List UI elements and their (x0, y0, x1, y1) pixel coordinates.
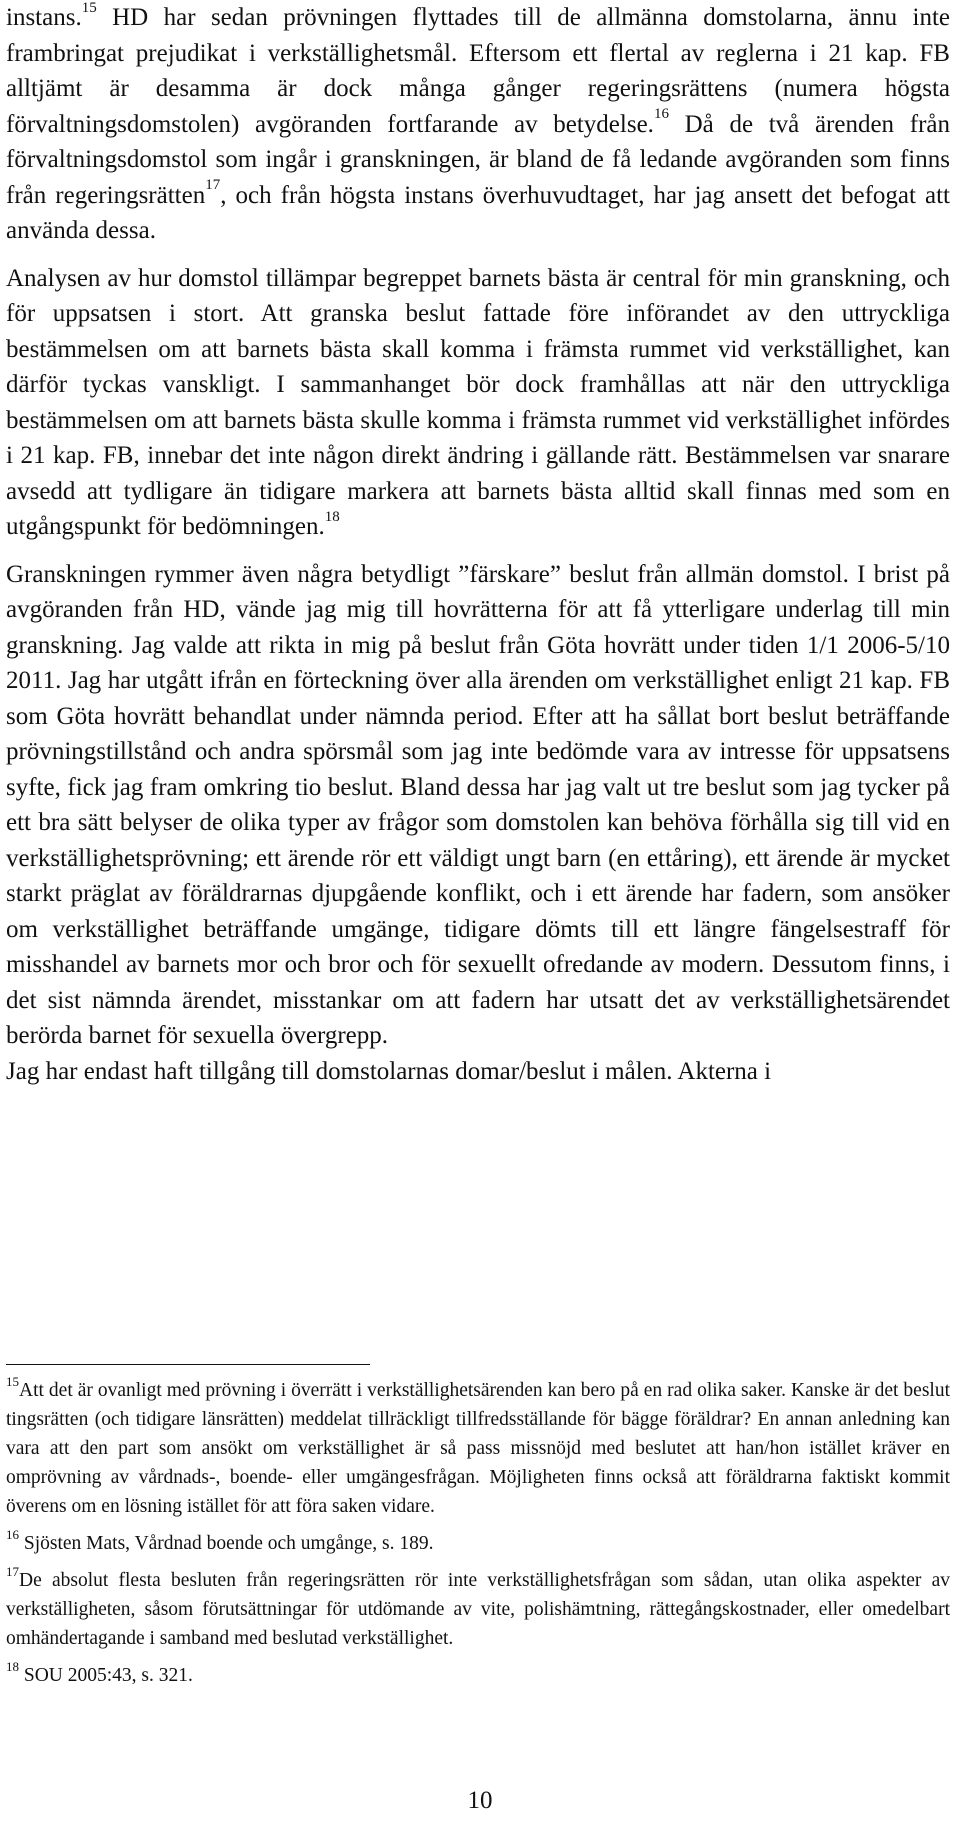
paragraph-1-text-b: HD har sedan prövningen flyttades till de allmänna domstolarna, ännu inte frambringat prejudikat i verkställighetsmål. Eftersom ett flertal av reglerna i 21 kap. FB alltjämt är desamma är dock många gånger regeringsrättens (numera högsta förvaltningsdomstolen) avgöranden fortfarande av betydelse. (6, 4, 950, 138)
body-text (6, 0, 950, 1089)
footnote-text: Att det är ovanligt med prövning i överrätt i verkställighetsärenden kan bero på en rad olika saker. Kanske är det beslut tingsrätten (och tidigare länsrätten) meddelat tillräckligt tillfredsställande för bägge föräldrar? En annan anledning kan vara att den part som ansökt om verkställighet är så pass missnöjd med beslutet att han/hon istället kräver en omprövning av vårdnads-, boende- eller umgängesfrågan. Möjligheten finns också att föräldrarna faktiskt kommit överens om en lösning istället för att föra saken vidare. (6, 1380, 950, 1517)
paragraph-2-text: Analysen av hur domstol tillämpar begreppet barnets bästa är central för min granskning, och för uppsatsen i stort. Att granska beslut fattade före införandet av den uttryckliga bestämmelsen om att barnets bästa skall komma i främsta rummet vid verkställighet, kan därför tyckas vanskligt. I sammanhanget bör dock framhållas att när den uttryckliga bestämmelsen om att barnets bästa skulle komma i främsta rummet vid verkställighet infördes i 21 kap. FB, innebar det inte någon direkt ändring i gällande rätt. Bestämmelsen var snarare avsedd att tydligare än tidigare markera att barnets bästa alltid skall finnas med som en utgångspunkt för bedömningen. (6, 264, 950, 540)
footnote-18 (6, 1658, 950, 1690)
footnote-text: De absolut flesta besluten från regeringsrätten rör inte verkställighetsfrågan som sådan, utan olika aspekter av verkställigheten, såsom förutsättningar för utdömande av vite, polishämtning, rättegångskostnader, eller omedelbart omhändertagande i samband med beslutad verkställighet. (6, 1570, 950, 1649)
paragraph-1-text-d: , och från högsta instans överhuvudtaget, har jag ansett det befogat att använda dessa. (6, 181, 950, 244)
footnote-number: 17 (6, 1563, 19, 1579)
footnote-16 (6, 1526, 950, 1558)
footnote-number: 18 (6, 1658, 19, 1674)
footnote-text: SOU 2005:43, s. 321. (19, 1665, 193, 1686)
footnote-ref-16[interactable]: 16 (653, 106, 669, 123)
footnote-15 (6, 1373, 950, 1521)
paragraph-2 (6, 261, 950, 545)
footnote-text: Sjösten Mats, Vårdnad boende och umgånge, s. 189. (19, 1533, 434, 1554)
paragraph-1-text-a: instans. (6, 4, 82, 31)
footnote-number: 15 (6, 1373, 19, 1389)
paragraph-3: Granskningen rymmer även några betydligt ”färskare” beslut från allmän domstol. I brist på avgöranden från HD, vände jag mig till hovrätterna för att få ytterligare underlag till min granskning. Jag valde att rikta in mig på beslut från Göta hovrätt under tiden 1/1 2006-5/10 2011. Jag har utgått ifrån en förteckning över alla ärenden om verkställighet enligt 21 kap. FB som Göta hovrätt behandlat under nämnda period. Efter att ha sållat bort beslut beträffande prövningstillstånd och andra spörsmål som jag inte bedömde vara av intresse för uppsatsens syfte, fick jag fram omkring tio beslut. Bland dessa har jag valt ut tre beslut som jag tycker på ett bra sätt belyser de olika typer av frågor som domstolen kan behöva förhålla sig till vid en verkställighetsprövning; ett ärende rör ett väldigt ungt barn (en ettåring), ett ärende är mycket starkt präglat av föräldrarnas djupgående konflikt, och i ett ärende har fadern, som ansöker om verkställighet beträffande umgänge, tidigare dömts till ett längre fängelsestraff för misshandel av barnets mor och bror och för sexuellt ofredande av modern. Dessutom finns, i det sist nämnda ärendet, misstankar om att fadern har utsatt det av verkställighetsärendet berörda barnet för sexuella övergrepp. (6, 560, 950, 1049)
footnote-ref-18[interactable]: 18 (324, 508, 340, 525)
page-number: 10 (467, 1787, 493, 1814)
footnote-number: 16 (6, 1526, 19, 1542)
footnote-ref-17[interactable]: 17 (205, 177, 221, 194)
footnote-17 (6, 1563, 950, 1653)
paragraph-1-text-c: Då de två ärenden från förvaltningsdomstol som ingår i granskningen, är bland de få ledande avgöranden som finns från regeringsrätten (6, 110, 950, 209)
footnotes (6, 1373, 950, 1698)
paragraph-4: Jag har endast haft tillgång till domstolarnas domar/beslut i målen. Akterna i (6, 1057, 772, 1085)
footnote-ref-15[interactable]: 15 (81, 0, 97, 16)
paragraph-1 (6, 0, 950, 249)
footnote-separator (6, 1364, 370, 1365)
